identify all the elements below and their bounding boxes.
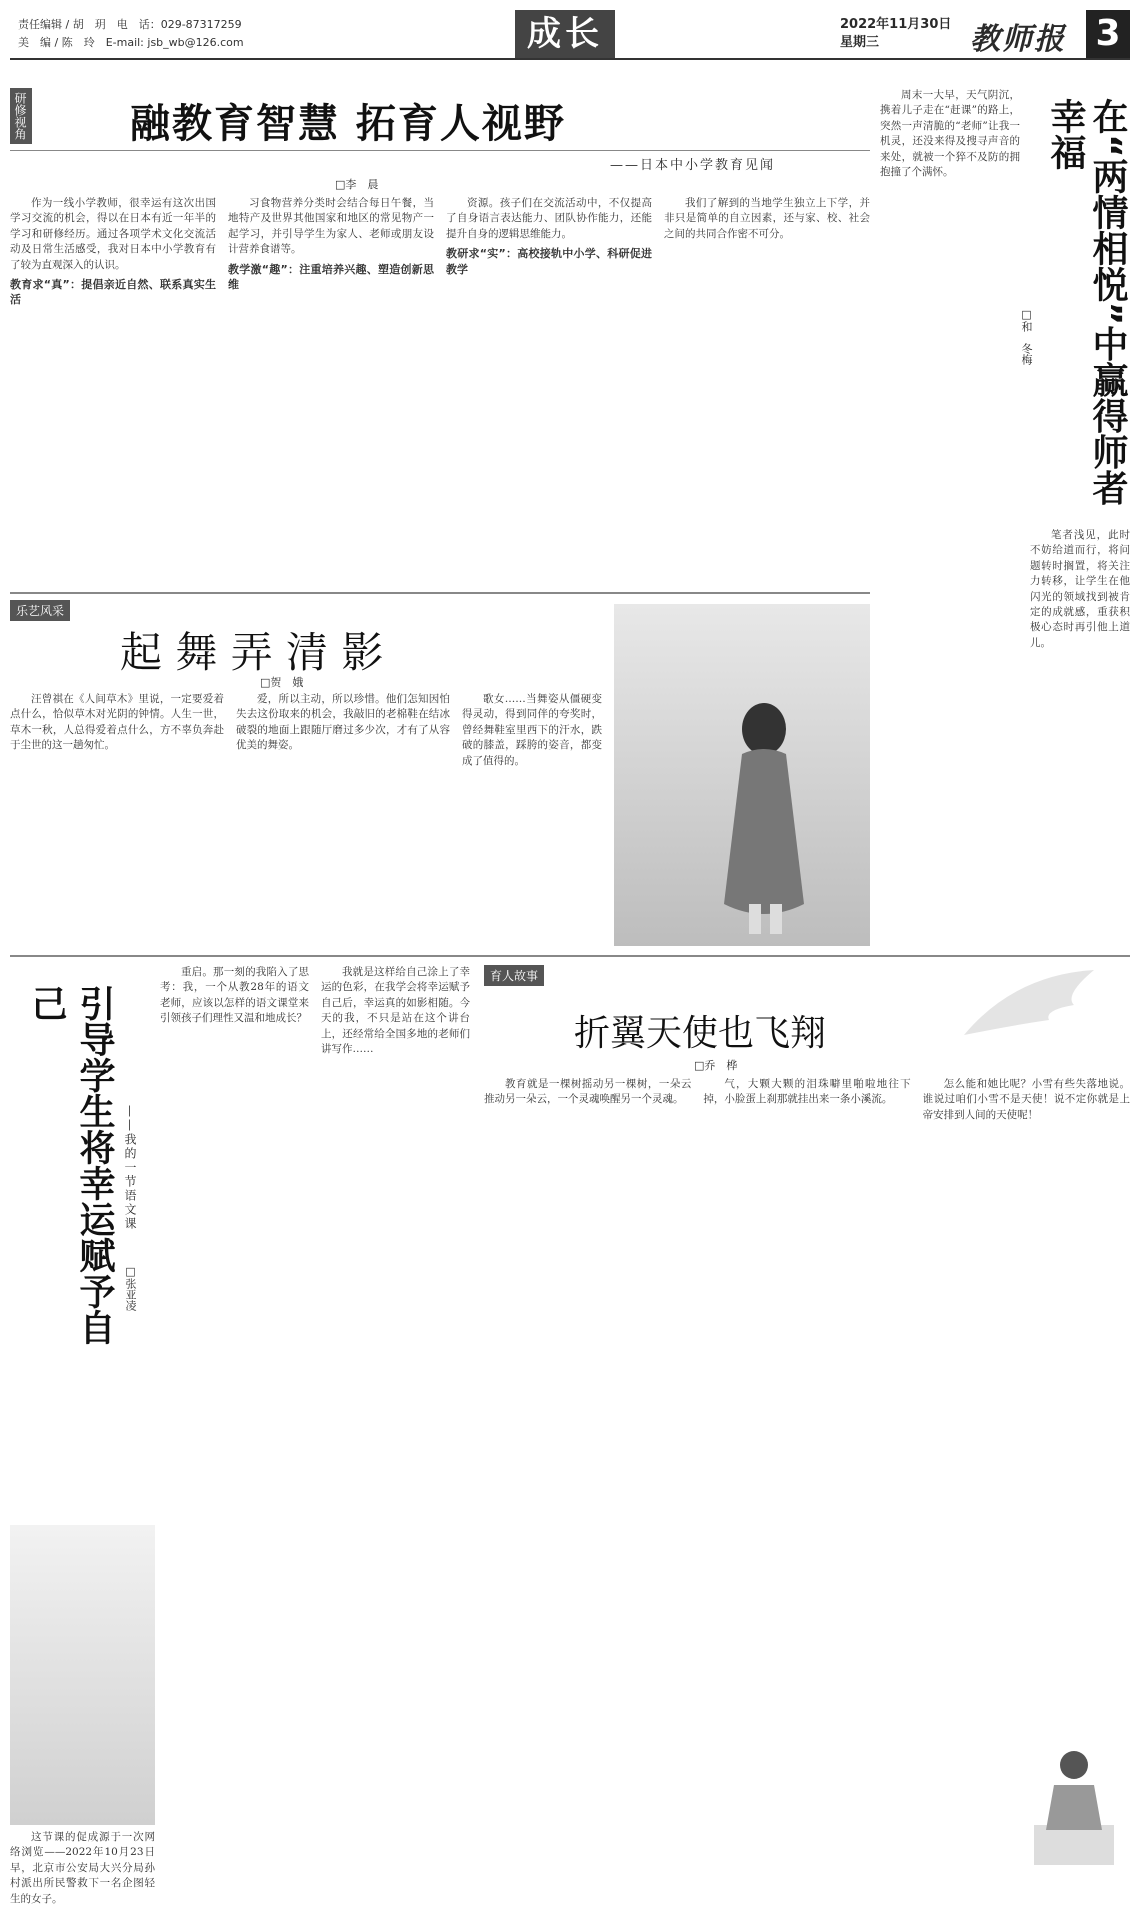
paragraph: 气，大颗大颗的泪珠噼里啪啦地往下掉，小脸蛋上刹那就挂出来一条小溪流。 [703, 1078, 911, 1106]
body-col-1 [160, 965, 309, 1885]
article-title: 折翼天使也飞翔 [574, 1013, 827, 1054]
paragraph: 歌女……当舞姿从僵硬变得灵动，得到同伴的夸奖时，曾经舞鞋室里西下的汗水，跌破的膝盖，踩胯的姿音，都变成了值得的。 [462, 693, 602, 767]
article-title: 在“两情相悦”中赢得师者幸福 [1045, 98, 1128, 506]
dancer-figure-icon [614, 604, 870, 946]
wing-icon [954, 965, 1104, 1045]
article-subtitle: ——我的一节语文课 [123, 1105, 137, 1231]
article-title: 起 舞 弄 清 影 [120, 628, 384, 677]
page-header [10, 10, 1130, 60]
paragraph: 笔者浅见，此时不妨给道而行，将问题转时搁置，将关注力转移，让学生在他闪光的领域找到被肯定的成就感，重获积极心态时再引他上道儿。 [1030, 529, 1130, 649]
paragraph: 周末一大早，天气阴沉，携着儿子走在“赶课”的路上，突然一声清脆的“老师”让我一机灵，还没来得及搜寻声音的来处，就被一个猝不及防的拥抱撞了个满怀。 [880, 89, 1020, 179]
dancer-photo [614, 604, 870, 946]
date-text: 2022年11月30日 [840, 17, 952, 32]
subheading: 教育求“真”：提倡亲近自然、联系真实生活 [10, 278, 216, 307]
header-editor: 责任编辑 / 胡 玥 电 话：029-87317259 [18, 18, 242, 31]
subheading: 教学激“趣”：注重培养兴趣、塑造创新思维 [228, 262, 434, 292]
paragraph: 资源。孩子们在交流活动中，不仅提高了自身语言表达能力、团队协作能力，还能提升自身的逻辑思维能力。 [446, 197, 652, 240]
article-title: 引导学生将幸运赋予自己 [26, 985, 115, 1345]
body-col-2 [321, 965, 470, 1885]
body-col-2 [236, 692, 450, 947]
body-col-1 [880, 88, 1020, 628]
masthead-logo: 教师报 [970, 22, 1066, 57]
header-credits [18, 16, 244, 52]
header-date [840, 16, 951, 52]
article-tag: 乐艺风采 [10, 600, 70, 621]
body-col-1 [10, 692, 224, 947]
paragraph: 我就是这样给自己涂上了幸运的色彩，在我学会将幸运赋予自己后，幸运真的如影相随。今天的我，不只是站在这个讲台上，还经常给全国多地的老师们讲写作…… [321, 966, 470, 1056]
article-author: □贺 娥 [260, 676, 304, 689]
article-subtitle: ——日本中小学教育见闻 [610, 158, 776, 173]
article-teacher-happiness [880, 88, 1130, 948]
header-designer: 美 编 / 陈 玲 E-mail: jsb_wb@126.com [18, 36, 244, 49]
paragraph: 作为一线小学教师，很幸运有这次出国学习交流的机会，得以在日本有近一年半的学习和研修经历。通过各项学术文化交流活动及日常生活感受，我对日本中小学教育有了较为直观深入的认识。 [10, 197, 216, 271]
article-body [10, 692, 450, 947]
paragraph: 习食物营养分类时会结合每日午餐，当地特产及世界其他国家和地区的常见物产一起学习，并引导学生为家人、老师或朋友设计营养食谱等。 [228, 197, 434, 256]
paragraph: 汪曾祺在《人间草木》里说，一定要爱着点什么，恰似草木对光阴的钟情。人生一世，草木一秋，人总得爱着点什么，方不辜负奔赴于尘世的这一趟匆忙。 [10, 693, 224, 752]
body-col-3 [462, 692, 602, 947]
article-author: □和 冬梅 [1020, 308, 1033, 365]
article-tag: 研修视角 [10, 88, 32, 144]
body-col-4 [664, 196, 870, 586]
body-col-2 [228, 196, 434, 586]
paragraph: 爱，所以主动，所以珍惜。他们怎知因怕失去这份取来的机会，我敲旧的老棉鞋在结冰破裂的地面上跟随厅磨过多少次，才有了从容优美的舞姿。 [236, 693, 450, 752]
paragraph: 我们了解到的当地学生独立上下学，并非只是简单的自立因素，还与家、校、社会之间的共同合作密不可分。 [664, 197, 870, 240]
article-dance [10, 600, 870, 950]
reading-girl-illustration-icon [1024, 1725, 1124, 1875]
section-divider [10, 592, 870, 594]
page-number: 3 [1086, 10, 1130, 58]
title-rule [10, 150, 870, 151]
section-divider-2 [10, 955, 1130, 957]
body-col-3 [446, 196, 652, 586]
article-lucky-students [10, 965, 470, 1905]
article-broken-wing-angel [484, 965, 1130, 1890]
weekday-text: 星期三 [840, 35, 880, 50]
body-col-2 [703, 1077, 910, 1887]
body-col-2 [1030, 528, 1130, 948]
body-col-1 [484, 1077, 691, 1887]
paragraph: 这节课的促成源于一次网络浏览——2022年10月23日早，北京市公安局大兴分局孙村派出所民警救下一名企图轻生的女子。 [10, 1831, 155, 1905]
body-col-3 [10, 1830, 155, 1905]
article-author: □张亚凌 [124, 1265, 137, 1311]
subheading: 教研求“实”：高校接轨中小学、科研促进教学 [446, 247, 652, 276]
classroom-photo [10, 1525, 155, 1825]
article-author: □李 晨 [335, 178, 379, 191]
body-col-1 [10, 196, 216, 586]
article-japan-education [10, 88, 870, 588]
article-tag: 育人故事 [484, 965, 544, 986]
article-body [160, 965, 470, 1885]
article-author: □乔 桦 [694, 1059, 738, 1072]
paragraph: 重启。那一刻的我陷入了思考：我，一个从教28年的语文老师，应该以怎样的语文课堂来引领孩子们理性又温和地成长？ [160, 966, 309, 1025]
section-title: 成长 [515, 10, 615, 58]
article-body [10, 196, 870, 586]
article-title: 融教育智慧 拓育人视野 [130, 101, 566, 147]
paragraph: 怎么能和她比呢？小雪有些失落地说。谁说过咱们小雪不是天使！说不定你就是上帝安排到人间的天使呢！ [922, 1078, 1130, 1121]
paragraph: 教育就是一棵树摇动另一棵树，一朵云推动另一朵云，一个灵魂唤醒另一个灵魂。 [484, 1078, 692, 1106]
